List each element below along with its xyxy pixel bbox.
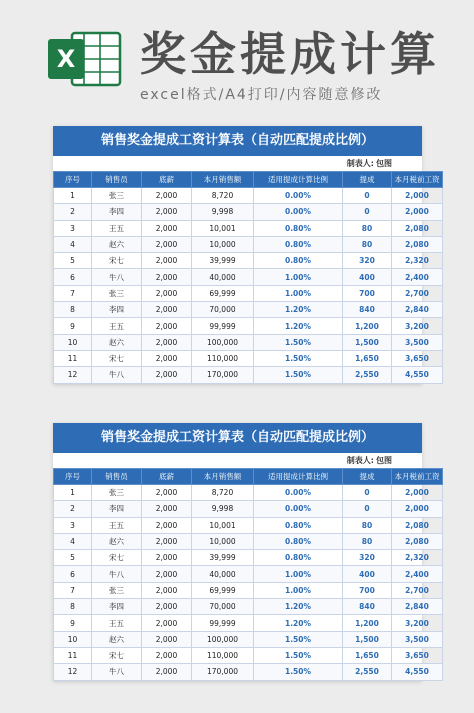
col-commission-cell: 700 [343, 285, 392, 301]
col-commission-cell: 0 [343, 485, 392, 501]
col-pretax-salary-cell: 3,650 [392, 647, 443, 663]
col-commission-rate-cell: 1.00% [254, 269, 343, 285]
table-row [54, 285, 443, 301]
col-commission-cell: 1,200 [343, 615, 392, 631]
col-base-salary-cell: 2,000 [142, 188, 192, 204]
col-index-cell: 8 [54, 302, 92, 318]
col-index-cell: 9 [54, 318, 92, 334]
col-salesperson-cell: 张三 [92, 582, 142, 598]
maker-name: 包图 [376, 456, 392, 465]
col-commission-rate-cell: 0.80% [254, 220, 343, 236]
col-salesperson-cell: 李四 [92, 204, 142, 220]
col-base-salary-cell: 2,000 [142, 599, 192, 615]
col-index-cell: 12 [54, 664, 92, 680]
col-pretax-salary-cell: 4,550 [392, 367, 443, 383]
col-commission-rate-cell: 1.00% [254, 566, 343, 582]
col-base-salary-header: 底薪 [142, 469, 192, 485]
col-base-salary-cell: 2,000 [142, 533, 192, 549]
col-commission-header: 提成 [343, 469, 392, 485]
col-salesperson-cell: 李四 [92, 599, 142, 615]
col-salesperson-cell: 李四 [92, 302, 142, 318]
col-monthly-sales-header: 本月销售额 [192, 172, 254, 188]
col-commission-rate-header: 适用提成计算比例 [254, 469, 343, 485]
col-monthly-sales-cell: 70,000 [192, 302, 254, 318]
col-commission-cell: 700 [343, 582, 392, 598]
col-pretax-salary-cell: 2,080 [392, 533, 443, 549]
table-row [54, 631, 443, 647]
col-commission-rate-header: 适用提成计算比例 [254, 172, 343, 188]
col-pretax-salary-cell: 2,080 [392, 236, 443, 252]
col-index-cell: 5 [54, 253, 92, 269]
col-index-cell: 5 [54, 550, 92, 566]
table-row [54, 533, 443, 549]
col-commission-cell: 840 [343, 599, 392, 615]
col-index-cell: 6 [54, 269, 92, 285]
table-title: 销售奖金提成工资计算表（自动匹配提成比例） [53, 423, 422, 453]
table-row [54, 350, 443, 366]
table-row [54, 367, 443, 383]
col-pretax-salary-cell: 2,000 [392, 485, 443, 501]
table-row [54, 647, 443, 663]
col-salesperson-cell: 牛八 [92, 367, 142, 383]
col-commission-rate-cell: 0.80% [254, 517, 343, 533]
col-base-salary-cell: 2,000 [142, 302, 192, 318]
col-pretax-salary-cell: 3,500 [392, 334, 443, 350]
col-commission-rate-cell: 1.00% [254, 582, 343, 598]
col-commission-rate-cell: 1.50% [254, 631, 343, 647]
col-base-salary-cell: 2,000 [142, 501, 192, 517]
col-pretax-salary-cell: 2,840 [392, 302, 443, 318]
col-monthly-sales-header: 本月销售额 [192, 469, 254, 485]
table-row [54, 582, 443, 598]
col-index-cell: 6 [54, 566, 92, 582]
col-base-salary-cell: 2,000 [142, 334, 192, 350]
page-title: 奖金提成计算 [140, 27, 440, 81]
col-index-cell: 4 [54, 236, 92, 252]
col-commission-rate-cell: 0.00% [254, 188, 343, 204]
col-pretax-salary-header: 本月税前工资 [392, 172, 443, 188]
col-base-salary-cell: 2,000 [142, 566, 192, 582]
col-pretax-salary-cell: 2,000 [392, 204, 443, 220]
page-subtitle: excel格式/A4打印/内容随意修改 [140, 87, 383, 103]
col-commission-cell: 0 [343, 204, 392, 220]
col-pretax-salary-cell: 2,080 [392, 220, 443, 236]
col-commission-rate-cell: 1.20% [254, 599, 343, 615]
col-commission-cell: 80 [343, 236, 392, 252]
col-monthly-sales-cell: 99,999 [192, 615, 254, 631]
col-commission-cell: 1,650 [343, 350, 392, 366]
col-salesperson-cell: 张三 [92, 485, 142, 501]
col-base-salary-cell: 2,000 [142, 550, 192, 566]
table-header-row [54, 172, 443, 188]
col-monthly-sales-cell: 9,998 [192, 204, 254, 220]
col-pretax-salary-cell: 2,700 [392, 582, 443, 598]
table-row [54, 269, 443, 285]
col-base-salary-cell: 2,000 [142, 517, 192, 533]
col-pretax-salary-cell: 4,550 [392, 664, 443, 680]
col-monthly-sales-cell: 170,000 [192, 367, 254, 383]
col-commission-rate-cell: 1.20% [254, 615, 343, 631]
col-commission-rate-cell: 1.20% [254, 318, 343, 334]
col-base-salary-header: 底薪 [142, 172, 192, 188]
col-monthly-sales-cell: 69,999 [192, 285, 254, 301]
col-monthly-sales-cell: 10,001 [192, 220, 254, 236]
col-pretax-salary-cell: 3,500 [392, 631, 443, 647]
col-salesperson-cell: 宋七 [92, 350, 142, 366]
col-commission-cell: 320 [343, 253, 392, 269]
col-base-salary-cell: 2,000 [142, 236, 192, 252]
col-salesperson-cell: 王五 [92, 517, 142, 533]
logo-letter: X [56, 45, 76, 73]
maker-name: 包图 [376, 159, 392, 168]
col-commission-cell: 2,550 [343, 664, 392, 680]
col-monthly-sales-cell: 10,000 [192, 533, 254, 549]
col-commission-rate-cell: 1.50% [254, 367, 343, 383]
table-title: 销售奖金提成工资计算表（自动匹配提成比例） [53, 126, 422, 156]
col-salesperson-cell: 王五 [92, 220, 142, 236]
col-index-cell: 11 [54, 647, 92, 663]
col-index-cell: 2 [54, 501, 92, 517]
col-commission-rate-cell: 0.80% [254, 550, 343, 566]
col-base-salary-cell: 2,000 [142, 220, 192, 236]
col-pretax-salary-cell: 2,840 [392, 599, 443, 615]
col-commission-cell: 0 [343, 188, 392, 204]
col-monthly-sales-cell: 70,000 [192, 599, 254, 615]
col-commission-cell: 1,650 [343, 647, 392, 663]
maker-label: 制表人: [346, 159, 374, 168]
col-index-cell: 11 [54, 350, 92, 366]
table-row [54, 566, 443, 582]
col-index-cell: 3 [54, 220, 92, 236]
table-row [54, 204, 443, 220]
table-row [54, 517, 443, 533]
table-row [54, 302, 443, 318]
col-commission-rate-cell: 0.80% [254, 236, 343, 252]
col-commission-rate-cell: 0.00% [254, 501, 343, 517]
col-commission-rate-cell: 1.50% [254, 350, 343, 366]
col-salesperson-cell: 宋七 [92, 550, 142, 566]
col-base-salary-cell: 2,000 [142, 350, 192, 366]
page-header [0, 0, 474, 112]
col-salesperson-cell: 宋七 [92, 253, 142, 269]
col-monthly-sales-cell: 99,999 [192, 318, 254, 334]
table-row [54, 334, 443, 350]
col-commission-rate-cell: 0.00% [254, 204, 343, 220]
col-base-salary-cell: 2,000 [142, 367, 192, 383]
col-base-salary-cell: 2,000 [142, 285, 192, 301]
col-monthly-sales-cell: 100,000 [192, 334, 254, 350]
col-commission-cell: 80 [343, 517, 392, 533]
col-commission-rate-cell: 1.00% [254, 285, 343, 301]
table-row [54, 550, 443, 566]
col-commission-rate-cell: 1.50% [254, 664, 343, 680]
salary-table [53, 171, 443, 384]
table-row [54, 615, 443, 631]
col-pretax-salary-cell: 2,080 [392, 517, 443, 533]
col-base-salary-cell: 2,000 [142, 485, 192, 501]
col-commission-rate-cell: 1.50% [254, 647, 343, 663]
col-base-salary-cell: 2,000 [142, 269, 192, 285]
col-salesperson-cell: 赵六 [92, 631, 142, 647]
col-salesperson-cell: 李四 [92, 501, 142, 517]
salary-table [53, 468, 443, 681]
col-pretax-salary-cell: 3,200 [392, 318, 443, 334]
col-commission-rate-cell: 1.50% [254, 334, 343, 350]
col-pretax-salary-header: 本月税前工资 [392, 469, 443, 485]
table-row [54, 501, 443, 517]
col-index-cell: 1 [54, 485, 92, 501]
col-base-salary-cell: 2,000 [142, 582, 192, 598]
col-commission-cell: 80 [343, 533, 392, 549]
col-pretax-salary-cell: 2,000 [392, 188, 443, 204]
col-index-cell: 7 [54, 285, 92, 301]
table-row [54, 236, 443, 252]
col-commission-cell: 1,200 [343, 318, 392, 334]
col-monthly-sales-cell: 39,999 [192, 253, 254, 269]
col-index-cell: 1 [54, 188, 92, 204]
col-salesperson-cell: 牛八 [92, 269, 142, 285]
col-commission-cell: 1,500 [343, 631, 392, 647]
col-index-cell: 7 [54, 582, 92, 598]
col-salesperson-header: 销售员 [92, 469, 142, 485]
maker-row [53, 453, 422, 468]
col-salesperson-cell: 赵六 [92, 334, 142, 350]
col-pretax-salary-cell: 2,400 [392, 566, 443, 582]
col-monthly-sales-cell: 100,000 [192, 631, 254, 647]
col-index-cell: 2 [54, 204, 92, 220]
maker-label: 制表人: [346, 456, 374, 465]
col-index-cell: 10 [54, 631, 92, 647]
col-pretax-salary-cell: 2,000 [392, 501, 443, 517]
col-monthly-sales-cell: 110,000 [192, 647, 254, 663]
col-commission-cell: 400 [343, 566, 392, 582]
col-monthly-sales-cell: 10,001 [192, 517, 254, 533]
col-monthly-sales-cell: 9,998 [192, 501, 254, 517]
col-index-cell: 3 [54, 517, 92, 533]
col-index-cell: 8 [54, 599, 92, 615]
salary-table-preview-2 [53, 423, 440, 681]
table-row [54, 599, 443, 615]
col-monthly-sales-cell: 69,999 [192, 582, 254, 598]
col-monthly-sales-cell: 40,000 [192, 566, 254, 582]
col-base-salary-cell: 2,000 [142, 615, 192, 631]
col-base-salary-cell: 2,000 [142, 253, 192, 269]
col-monthly-sales-cell: 10,000 [192, 236, 254, 252]
col-pretax-salary-cell: 2,700 [392, 285, 443, 301]
col-pretax-salary-cell: 2,320 [392, 253, 443, 269]
col-monthly-sales-cell: 8,720 [192, 485, 254, 501]
table-row [54, 318, 443, 334]
table-body [54, 188, 443, 384]
col-index-cell: 4 [54, 533, 92, 549]
col-commission-rate-cell: 0.80% [254, 533, 343, 549]
col-monthly-sales-cell: 8,720 [192, 188, 254, 204]
col-commission-cell: 80 [343, 220, 392, 236]
col-salesperson-cell: 牛八 [92, 664, 142, 680]
col-commission-rate-cell: 0.80% [254, 253, 343, 269]
table-body [54, 485, 443, 681]
col-monthly-sales-cell: 110,000 [192, 350, 254, 366]
col-pretax-salary-cell: 3,200 [392, 615, 443, 631]
col-salesperson-header: 销售员 [92, 172, 142, 188]
col-base-salary-cell: 2,000 [142, 204, 192, 220]
col-salesperson-cell: 赵六 [92, 236, 142, 252]
col-index-cell: 12 [54, 367, 92, 383]
excel-logo-icon [48, 29, 122, 89]
col-salesperson-cell: 张三 [92, 285, 142, 301]
table-header-row [54, 469, 443, 485]
col-base-salary-cell: 2,000 [142, 664, 192, 680]
col-commission-rate-cell: 0.00% [254, 485, 343, 501]
col-index-cell: 10 [54, 334, 92, 350]
col-commission-cell: 320 [343, 550, 392, 566]
col-monthly-sales-cell: 39,999 [192, 550, 254, 566]
table-row [54, 664, 443, 680]
col-commission-cell: 840 [343, 302, 392, 318]
table-row [54, 253, 443, 269]
table-row [54, 485, 443, 501]
col-commission-cell: 400 [343, 269, 392, 285]
col-salesperson-cell: 王五 [92, 318, 142, 334]
salary-table-preview-1 [53, 126, 440, 384]
col-base-salary-cell: 2,000 [142, 318, 192, 334]
col-commission-cell: 0 [343, 501, 392, 517]
col-index-header: 序号 [54, 172, 92, 188]
col-pretax-salary-cell: 2,320 [392, 550, 443, 566]
maker-row [53, 156, 422, 171]
col-commission-cell: 1,500 [343, 334, 392, 350]
col-commission-rate-cell: 1.20% [254, 302, 343, 318]
col-salesperson-cell: 张三 [92, 188, 142, 204]
col-commission-header: 提成 [343, 172, 392, 188]
col-salesperson-cell: 王五 [92, 615, 142, 631]
col-salesperson-cell: 赵六 [92, 533, 142, 549]
col-index-cell: 9 [54, 615, 92, 631]
col-index-header: 序号 [54, 469, 92, 485]
col-base-salary-cell: 2,000 [142, 647, 192, 663]
col-monthly-sales-cell: 170,000 [192, 664, 254, 680]
col-salesperson-cell: 牛八 [92, 566, 142, 582]
col-monthly-sales-cell: 40,000 [192, 269, 254, 285]
col-pretax-salary-cell: 3,650 [392, 350, 443, 366]
col-commission-cell: 2,550 [343, 367, 392, 383]
table-row [54, 220, 443, 236]
col-pretax-salary-cell: 2,400 [392, 269, 443, 285]
col-salesperson-cell: 宋七 [92, 647, 142, 663]
table-row [54, 188, 443, 204]
col-base-salary-cell: 2,000 [142, 631, 192, 647]
